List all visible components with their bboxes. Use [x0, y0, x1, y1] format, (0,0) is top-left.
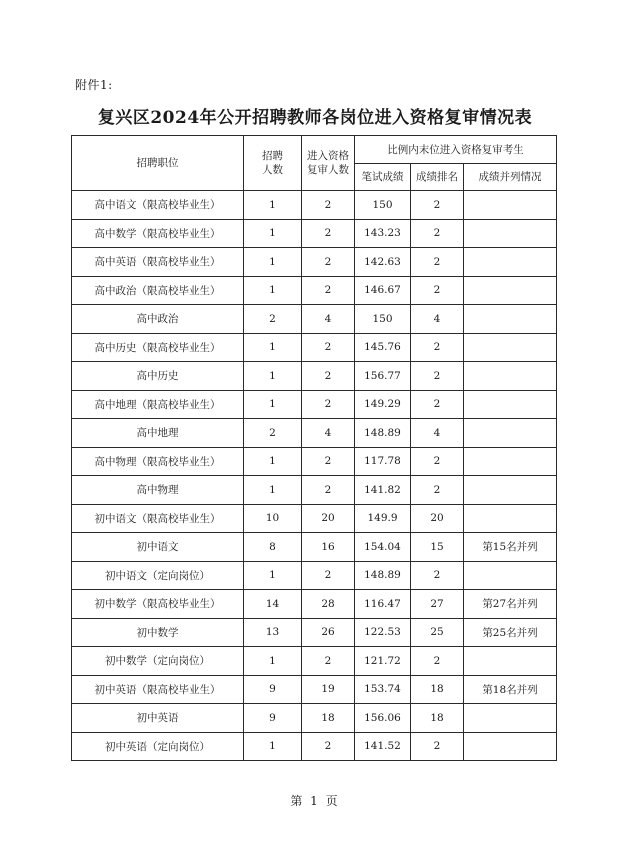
- cell-position: 高中政治: [72, 305, 244, 334]
- cell-review-count: 28: [302, 590, 355, 619]
- cell-quota: 1: [244, 362, 302, 391]
- header-quota: [244, 136, 302, 191]
- table-body: [72, 191, 557, 761]
- cell-rank: 2: [411, 276, 464, 305]
- cell-score: 121.72: [355, 647, 411, 676]
- cell-quota: 13: [244, 618, 302, 647]
- header-position: 招聘职位: [72, 136, 244, 191]
- table-row: [72, 675, 557, 704]
- cell-score: 156.06: [355, 704, 411, 733]
- cell-position: 高中地理: [72, 419, 244, 448]
- table-row: [72, 333, 557, 362]
- cell-position: 初中数学（定向岗位）: [72, 647, 244, 676]
- cell-quota: 2: [244, 305, 302, 334]
- cell-score: 150: [355, 305, 411, 334]
- cell-score: 116.47: [355, 590, 411, 619]
- cell-tie: [464, 732, 557, 761]
- cell-score: 148.89: [355, 419, 411, 448]
- table-row: [72, 305, 557, 334]
- cell-tie: [464, 219, 557, 248]
- cell-rank: 2: [411, 219, 464, 248]
- header-review-count: [302, 136, 355, 191]
- cell-tie: [464, 476, 557, 505]
- table-row: [72, 419, 557, 448]
- cell-position: 高中语文（限高校毕业生）: [72, 191, 244, 220]
- cell-rank: 2: [411, 647, 464, 676]
- cell-score: 154.04: [355, 533, 411, 562]
- cell-review-count: 2: [302, 276, 355, 305]
- cell-score: 149.9: [355, 504, 411, 533]
- cell-review-count: 2: [302, 647, 355, 676]
- table-row: [72, 704, 557, 733]
- cell-quota: 2: [244, 419, 302, 448]
- cell-review-count: 18: [302, 704, 355, 733]
- cell-tie: 第25名并列: [464, 618, 557, 647]
- cell-score: 148.89: [355, 561, 411, 590]
- cell-score: 143.23: [355, 219, 411, 248]
- table-row: [72, 447, 557, 476]
- cell-position: 高中物理: [72, 476, 244, 505]
- cell-review-count: 2: [302, 732, 355, 761]
- cell-position: 高中地理（限高校毕业生）: [72, 390, 244, 419]
- cell-quota: 10: [244, 504, 302, 533]
- cell-position: 初中英语（定向岗位）: [72, 732, 244, 761]
- cell-rank: 2: [411, 191, 464, 220]
- cell-rank: 2: [411, 390, 464, 419]
- cell-tie: 第18名并列: [464, 675, 557, 704]
- cell-rank: 2: [411, 561, 464, 590]
- cell-review-count: 2: [302, 561, 355, 590]
- cell-review-count: 26: [302, 618, 355, 647]
- cell-quota: 14: [244, 590, 302, 619]
- table-header: [72, 136, 557, 191]
- cell-position: 初中英语: [72, 704, 244, 733]
- cell-quota: 1: [244, 732, 302, 761]
- cell-review-count: 2: [302, 333, 355, 362]
- table-row: [72, 390, 557, 419]
- page-title: 复兴区2024年公开招聘教师各岗位进入资格复审情况表: [97, 108, 533, 128]
- cell-position: 高中物理（限高校毕业生）: [72, 447, 244, 476]
- cell-position: 初中数学: [72, 618, 244, 647]
- cell-quota: 1: [244, 219, 302, 248]
- cell-review-count: 2: [302, 248, 355, 277]
- cell-rank: 27: [411, 590, 464, 619]
- header-quota-text: 招聘人数: [262, 150, 283, 176]
- cell-rank: 2: [411, 476, 464, 505]
- cell-rank: 4: [411, 305, 464, 334]
- cell-position: 高中英语（限高校毕业生）: [72, 248, 244, 277]
- cell-rank: 2: [411, 732, 464, 761]
- cell-score: 149.29: [355, 390, 411, 419]
- cell-review-count: 16: [302, 533, 355, 562]
- table-row: [72, 618, 557, 647]
- header-tie: 成绩并列情况: [464, 164, 557, 191]
- cell-score: 150: [355, 191, 411, 220]
- cell-position: 初中数学（限高校毕业生）: [72, 590, 244, 619]
- cell-position: 高中政治（限高校毕业生）: [72, 276, 244, 305]
- cell-score: 142.63: [355, 248, 411, 277]
- cell-quota: 1: [244, 248, 302, 277]
- table-row: [72, 590, 557, 619]
- cell-rank: 4: [411, 419, 464, 448]
- cell-quota: 9: [244, 704, 302, 733]
- table-row: [72, 362, 557, 391]
- cell-score: 145.76: [355, 333, 411, 362]
- cell-review-count: 2: [302, 447, 355, 476]
- cell-tie: [464, 419, 557, 448]
- cell-rank: 18: [411, 704, 464, 733]
- cell-quota: 1: [244, 647, 302, 676]
- table-row: [72, 504, 557, 533]
- cell-rank: 2: [411, 362, 464, 391]
- cell-tie: [464, 390, 557, 419]
- cell-rank: 15: [411, 533, 464, 562]
- cell-position: 高中数学（限高校毕业生）: [72, 219, 244, 248]
- review-table: [71, 135, 557, 761]
- cell-position: 高中历史: [72, 362, 244, 391]
- cell-score: 156.77: [355, 362, 411, 391]
- cell-tie: 第27名并列: [464, 590, 557, 619]
- table-row: [72, 191, 557, 220]
- cell-quota: 1: [244, 333, 302, 362]
- cell-review-count: 2: [302, 191, 355, 220]
- cell-score: 122.53: [355, 618, 411, 647]
- cell-review-count: 4: [302, 305, 355, 334]
- cell-score: 141.82: [355, 476, 411, 505]
- cell-tie: [464, 504, 557, 533]
- table-row: [72, 248, 557, 277]
- cell-review-count: 2: [302, 476, 355, 505]
- cell-tie: [464, 333, 557, 362]
- cell-tie: [464, 191, 557, 220]
- cell-rank: 25: [411, 618, 464, 647]
- table-row: [72, 732, 557, 761]
- header-review-count-text: 进入资格复审人数: [307, 150, 349, 176]
- cell-rank: 18: [411, 675, 464, 704]
- cell-quota: 1: [244, 447, 302, 476]
- cell-review-count: 2: [302, 390, 355, 419]
- header-group: 比例内末位进入资格复审考生: [355, 136, 557, 164]
- cell-position: 初中语文（定向岗位）: [72, 561, 244, 590]
- cell-tie: [464, 647, 557, 676]
- cell-quota: 1: [244, 390, 302, 419]
- header-score: 笔试成绩: [355, 164, 411, 191]
- table-row: [72, 533, 557, 562]
- table-row: [72, 476, 557, 505]
- cell-tie: [464, 447, 557, 476]
- cell-position: 初中英语（限高校毕业生）: [72, 675, 244, 704]
- cell-quota: 8: [244, 533, 302, 562]
- cell-review-count: 4: [302, 419, 355, 448]
- cell-review-count: 2: [302, 362, 355, 391]
- cell-tie: [464, 305, 557, 334]
- cell-tie: [464, 561, 557, 590]
- table-row: [72, 219, 557, 248]
- cell-score: 153.74: [355, 675, 411, 704]
- cell-tie: [464, 276, 557, 305]
- cell-position: 初中语文（限高校毕业生）: [72, 504, 244, 533]
- page-number: 第 1 页: [290, 794, 340, 808]
- cell-review-count: 2: [302, 219, 355, 248]
- cell-position: 初中语文: [72, 533, 244, 562]
- cell-quota: 9: [244, 675, 302, 704]
- cell-rank: 20: [411, 504, 464, 533]
- cell-tie: [464, 362, 557, 391]
- attachment-label: 附件1:: [75, 78, 113, 92]
- cell-tie: [464, 704, 557, 733]
- cell-tie: 第15名并列: [464, 533, 557, 562]
- cell-quota: 1: [244, 276, 302, 305]
- table-row: [72, 561, 557, 590]
- cell-quota: 1: [244, 476, 302, 505]
- table-row: [72, 647, 557, 676]
- cell-review-count: 20: [302, 504, 355, 533]
- header-rank: 成绩排名: [411, 164, 464, 191]
- cell-rank: 2: [411, 447, 464, 476]
- table-row: [72, 276, 557, 305]
- cell-score: 117.78: [355, 447, 411, 476]
- cell-tie: [464, 248, 557, 277]
- cell-quota: 1: [244, 191, 302, 220]
- cell-rank: 2: [411, 248, 464, 277]
- cell-position: 高中历史（限高校毕业生）: [72, 333, 244, 362]
- cell-quota: 1: [244, 561, 302, 590]
- cell-rank: 2: [411, 333, 464, 362]
- cell-score: 141.52: [355, 732, 411, 761]
- cell-review-count: 19: [302, 675, 355, 704]
- cell-score: 146.67: [355, 276, 411, 305]
